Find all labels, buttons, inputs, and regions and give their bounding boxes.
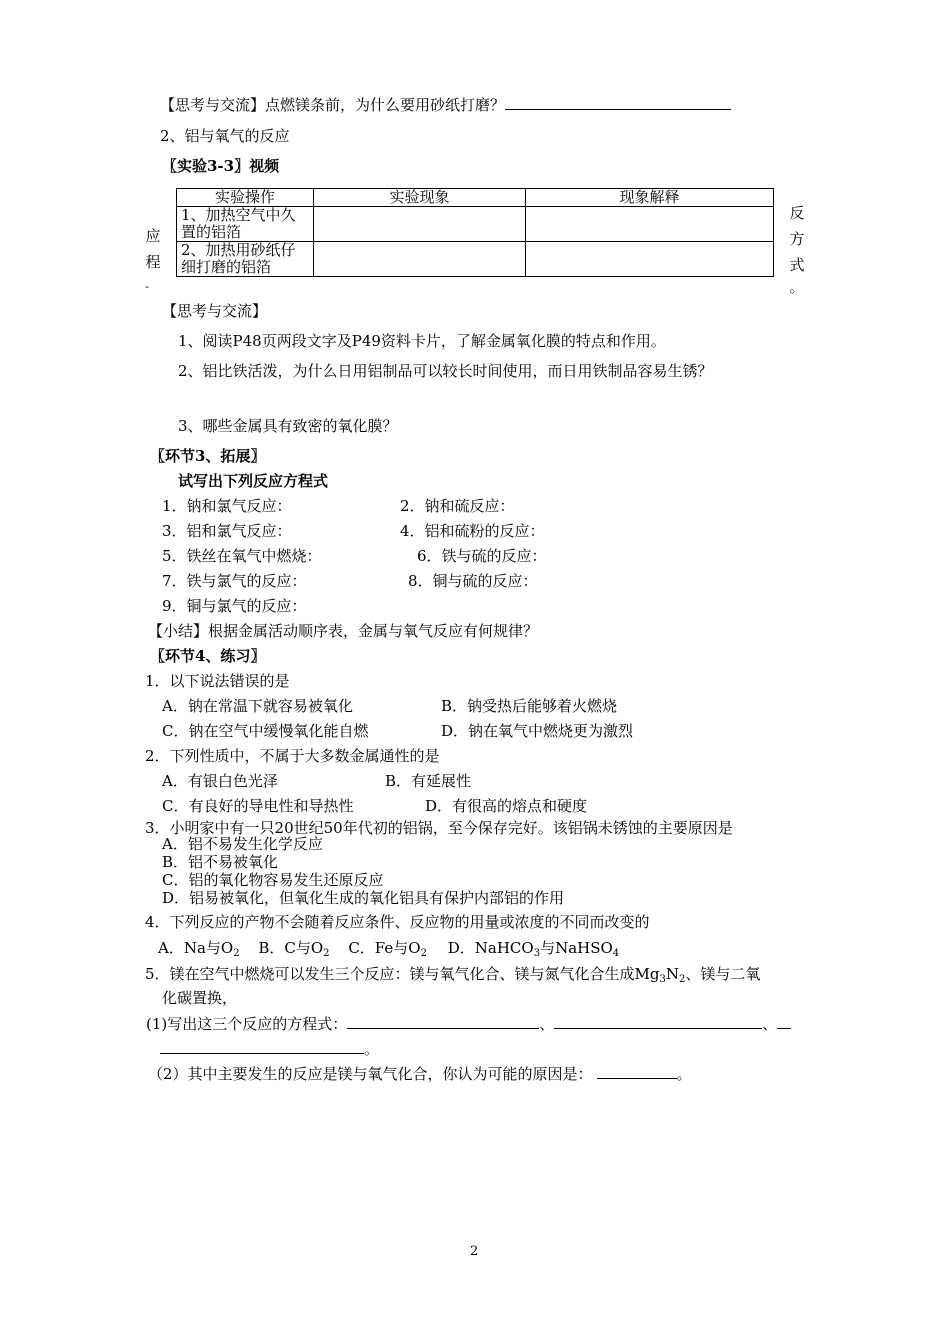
row-phenomenon-cell[interactable] [314, 207, 526, 242]
section-title-practice: 〖环节4、练习〗 [150, 647, 266, 665]
question-stem: 3．小明家中有一只20世纪50年代初的铝锅，至今保存完好。该铝锅未锈蚀的主要原因是 [145, 819, 733, 837]
think-question-1: 1、阅读P48页两段文字及P49资料卡片，了解金属氧化膜的特点和作用。 [178, 332, 666, 350]
cell-line: 细打磨的铝箔 [181, 258, 272, 276]
question-stem [145, 964, 760, 990]
prompt-label: (1)写出这三个反应的方程式： [146, 1015, 348, 1033]
end-mark: 。 [364, 1040, 380, 1058]
option-a: A．铝不易发生化学反应 [162, 835, 323, 853]
end-mark: 。 [676, 1065, 692, 1083]
experiment-title: 〖实验3-3〗视频 [162, 157, 280, 175]
answer-blank[interactable] [347, 1013, 539, 1029]
think-question-2: 2、铝比铁活泼，为什么日用铝制品可以较长时间使用，而日用铁制品容易生锈？ [178, 362, 713, 380]
option-text: B．C与O [258, 939, 324, 957]
reaction-item: 1．钠和氯气反应： [162, 497, 292, 515]
reaction-item: 8．铜与硫的反应： [408, 572, 538, 590]
q4-options [158, 938, 619, 964]
option-text: D．NaHCO [447, 939, 534, 957]
row-operation-cell [177, 207, 314, 242]
answer-blank[interactable] [777, 1013, 791, 1029]
reaction-item: 5．铁丝在氧气中燃烧： [162, 547, 322, 565]
page-number: 2 [470, 1244, 479, 1259]
experiment-table [176, 188, 774, 277]
option-c [348, 939, 427, 957]
option-b: B．铝不易被氧化 [162, 853, 279, 871]
table-row [177, 242, 774, 277]
question-stem: 1．以下说法错误的是 [145, 672, 290, 690]
option-d: D．钠在氧气中燃烧更为激烈 [441, 722, 634, 740]
think-question-text: 【思考与交流】点燃镁条前，为什么要用砂纸打磨？ [160, 96, 506, 114]
row-explanation-cell[interactable] [526, 207, 774, 242]
side-char-left-1: 应 [145, 227, 161, 245]
answer-line-2 [160, 1038, 379, 1059]
answer-line-1 [146, 1013, 791, 1034]
think-question-3: 3、哪些金属具有致密的氧化膜？ [178, 417, 398, 435]
cell-line: 2、加热用砂纸仔 [181, 241, 296, 259]
answer-blank[interactable] [554, 1013, 762, 1029]
section-title-extension: 〖环节3、拓展〗 [150, 447, 266, 465]
header-operation: 实验操作 [177, 189, 314, 207]
reaction-item: 2．钠和硫反应： [400, 497, 515, 515]
separator: 、 [539, 1015, 555, 1033]
header-phenomenon: 实验现象 [314, 189, 526, 207]
cell-line: 1、加热空气中久 [181, 206, 296, 224]
side-char-right-2: 方 [789, 230, 805, 248]
option-b: B．有延展性 [385, 772, 472, 790]
side-char-right-4: 。 [789, 278, 805, 296]
question-stem: 4．下列反应的产物不会随着反应条件、反应物的用量或浓度的不同而改变的 [145, 913, 650, 931]
cell-line: 置的铝箔 [181, 223, 242, 241]
table-header-row [177, 189, 774, 207]
think-title: 【思考与交流】 [162, 302, 268, 320]
subscript: 3 [659, 974, 666, 985]
subscript: 2 [323, 948, 330, 959]
summary-text: 【小结】根据金属活动顺序表，金属与氧气反应有何规律？ [148, 622, 539, 640]
option-d: D．铝易被氧化，但氧化生成的氧化铝具有保护内部铝的作用 [162, 889, 565, 907]
option-a: A．钠在常温下就容易被氧化 [162, 697, 353, 715]
subscript: 4 [612, 948, 620, 959]
answer-blank[interactable] [160, 1038, 364, 1054]
option-text: A．Na与O [158, 939, 234, 957]
question-stem: 2．下列性质中，不属于大多数金属通性的是 [145, 747, 440, 765]
option-d [448, 939, 619, 957]
option-b: B．钠受热后能够着火燃烧 [441, 697, 618, 715]
option-text: C．Fe与O [348, 939, 421, 957]
row-explanation-cell[interactable] [526, 242, 774, 277]
option-d: D．有很高的熔点和硬度 [425, 797, 588, 815]
option-b [258, 939, 329, 957]
section-subtitle: 试写出下列反应方程式 [178, 472, 329, 490]
answer-blank[interactable] [505, 94, 731, 110]
prompt-label: （2）其中主要发生的反应是镁与氧气化合，你认为可能的原因是： [148, 1065, 593, 1083]
reaction-item: 7．铁与氯气的反应： [162, 572, 307, 590]
row-phenomenon-cell[interactable] [314, 242, 526, 277]
header-explanation: 现象解释 [526, 189, 774, 207]
separator: 、 [762, 1015, 778, 1033]
option-a [158, 939, 240, 957]
option-a: A．有银白色光泽 [162, 772, 278, 790]
reaction-item: 3．铝和氯气反应： [162, 522, 292, 540]
subscript: 2 [420, 948, 427, 959]
subscript: 2 [679, 974, 686, 985]
reaction-item: 4．铝和硫粉的反应： [400, 522, 545, 540]
think-question-line [160, 94, 731, 115]
subscript: 2 [233, 948, 240, 959]
side-char-left-2: 程 [145, 253, 161, 271]
option-c: C．铝的氧化物容易发生还原反应 [162, 871, 384, 889]
question-stem-cont: 化碳置换， [162, 989, 238, 1007]
section-title-aluminum: 2、铝与氧气的反应 [160, 127, 290, 145]
stem-text: 5．镁在空气中燃烧可以发生三个反应：镁与氧气化合、镁与氮气化合生成Mg [145, 965, 660, 983]
option-c: C．钠在空气中缓慢氧化能自燃 [162, 722, 369, 740]
table-row [177, 207, 774, 242]
reaction-item: 6．铁与硫的反应： [417, 547, 547, 565]
side-char-right-3: 式 [789, 256, 805, 274]
stem-text: 、镁与二氧 [685, 965, 761, 983]
answer-line-3 [148, 1063, 692, 1084]
stem-text: N [665, 965, 680, 983]
subscript: 3 [533, 948, 541, 959]
reaction-item: 9．铜与氯气的反应： [162, 597, 307, 615]
side-char-right-1: 反 [789, 204, 805, 222]
option-c: C．有良好的导电性和导热性 [162, 797, 354, 815]
option-text: 与NaHSO [540, 939, 613, 957]
side-char-left-3: - [145, 280, 149, 293]
answer-blank[interactable] [597, 1063, 677, 1079]
row-operation-cell [177, 242, 314, 277]
